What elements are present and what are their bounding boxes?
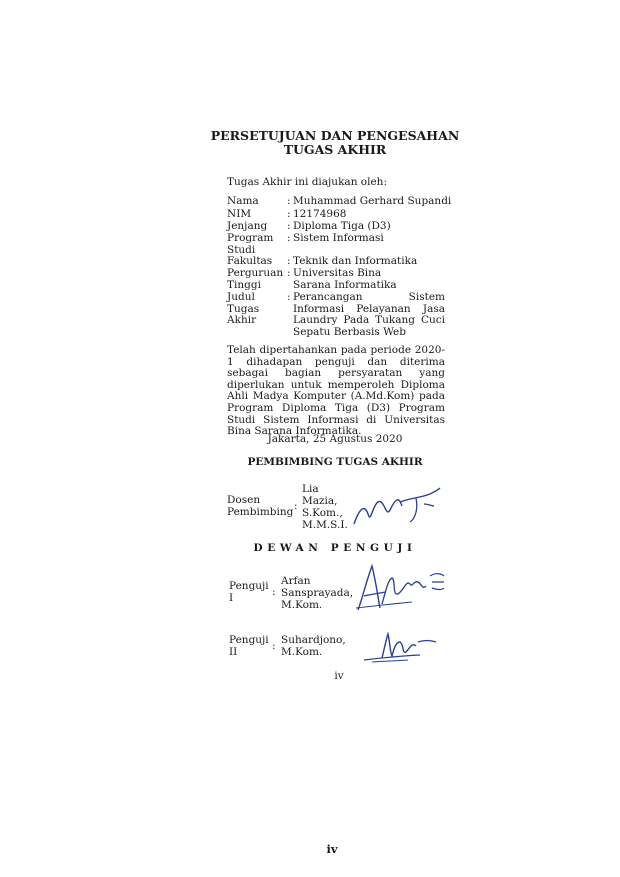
intro-text: Tugas Akhir ini diajukan oleh: bbox=[227, 176, 387, 188]
examiner-2-role: Penguji II bbox=[229, 634, 269, 658]
examiner-1-colon: : bbox=[272, 586, 276, 598]
field-label: Judul Tugas Akhir bbox=[227, 291, 260, 326]
title-line-1: PERSETUJUAN DAN PENGESAHAN bbox=[210, 128, 460, 143]
examiner-2-name: Suhardjono, M.Kom. bbox=[281, 634, 346, 658]
field-value: Perancangan Sistem Informasi Pelayanan Jasa Laundry Pada Tukang Cuci Sepatu Berbasis Web bbox=[293, 291, 445, 338]
statement-paragraph: Telah dipertahankan pada periode 2020-1 dihadapan penguji dan diterima sebagai bagian persyaratan yang diperlukan untuk memperoleh Diploma Ahli Madya Komputer (A.Md.Kom) pada Program Diploma Tiga (D3) Program Studi Sistem Informasi di Universitas Bina Sarana Informatika. bbox=[227, 344, 445, 438]
board-heading: DEWAN PENGUJI bbox=[253, 542, 417, 554]
supervisor-signature bbox=[350, 484, 442, 529]
field-colon: : bbox=[287, 255, 291, 267]
field-value: Teknik dan Informatika bbox=[293, 255, 418, 267]
supervisor-colon: : bbox=[294, 500, 298, 512]
inner-page-number: iv bbox=[334, 670, 344, 682]
field-label: Perguruan Tinggi bbox=[227, 267, 284, 291]
supervisor-role: Dosen Pembimbing bbox=[227, 494, 294, 518]
examiner-1-role: Penguji I bbox=[229, 580, 269, 604]
examiner-1-signature bbox=[352, 560, 448, 618]
field-colon: : bbox=[287, 267, 291, 279]
place-date: Jakarta, 25 Agustus 2020 bbox=[267, 433, 403, 445]
field-label: NIM bbox=[227, 208, 252, 220]
supervisor-name: Lia Mazia, S.Kom., M.M.S.I. bbox=[302, 483, 348, 531]
examiner-2-signature bbox=[360, 628, 442, 666]
title-line-2: TUGAS AKHIR bbox=[283, 142, 387, 157]
supervisor-heading: PEMBIMBING TUGAS AKHIR bbox=[247, 456, 423, 468]
field-value: 12174968 bbox=[293, 208, 347, 220]
field-colon: : bbox=[287, 195, 291, 207]
field-colon: : bbox=[287, 220, 291, 232]
field-colon: : bbox=[287, 208, 291, 220]
examiner-2-colon: : bbox=[272, 640, 276, 652]
field-label: Program Studi bbox=[227, 232, 274, 256]
field-label: Nama bbox=[227, 195, 259, 207]
examiner-1-name: Arfan Sansprayada, M.Kom. bbox=[281, 575, 354, 611]
field-label: Fakultas bbox=[227, 255, 273, 267]
field-label: Jenjang bbox=[227, 220, 268, 232]
field-value: Muhammad Gerhard Supandi bbox=[293, 195, 452, 207]
field-colon: : bbox=[287, 232, 291, 244]
field-value: Universitas Bina Sarana Informatika bbox=[293, 267, 397, 291]
field-value: Diploma Tiga (D3) bbox=[293, 220, 391, 232]
field-colon: : bbox=[287, 291, 291, 303]
footer-page-number: iv bbox=[326, 842, 338, 856]
field-value: Sistem Informasi bbox=[293, 232, 384, 244]
